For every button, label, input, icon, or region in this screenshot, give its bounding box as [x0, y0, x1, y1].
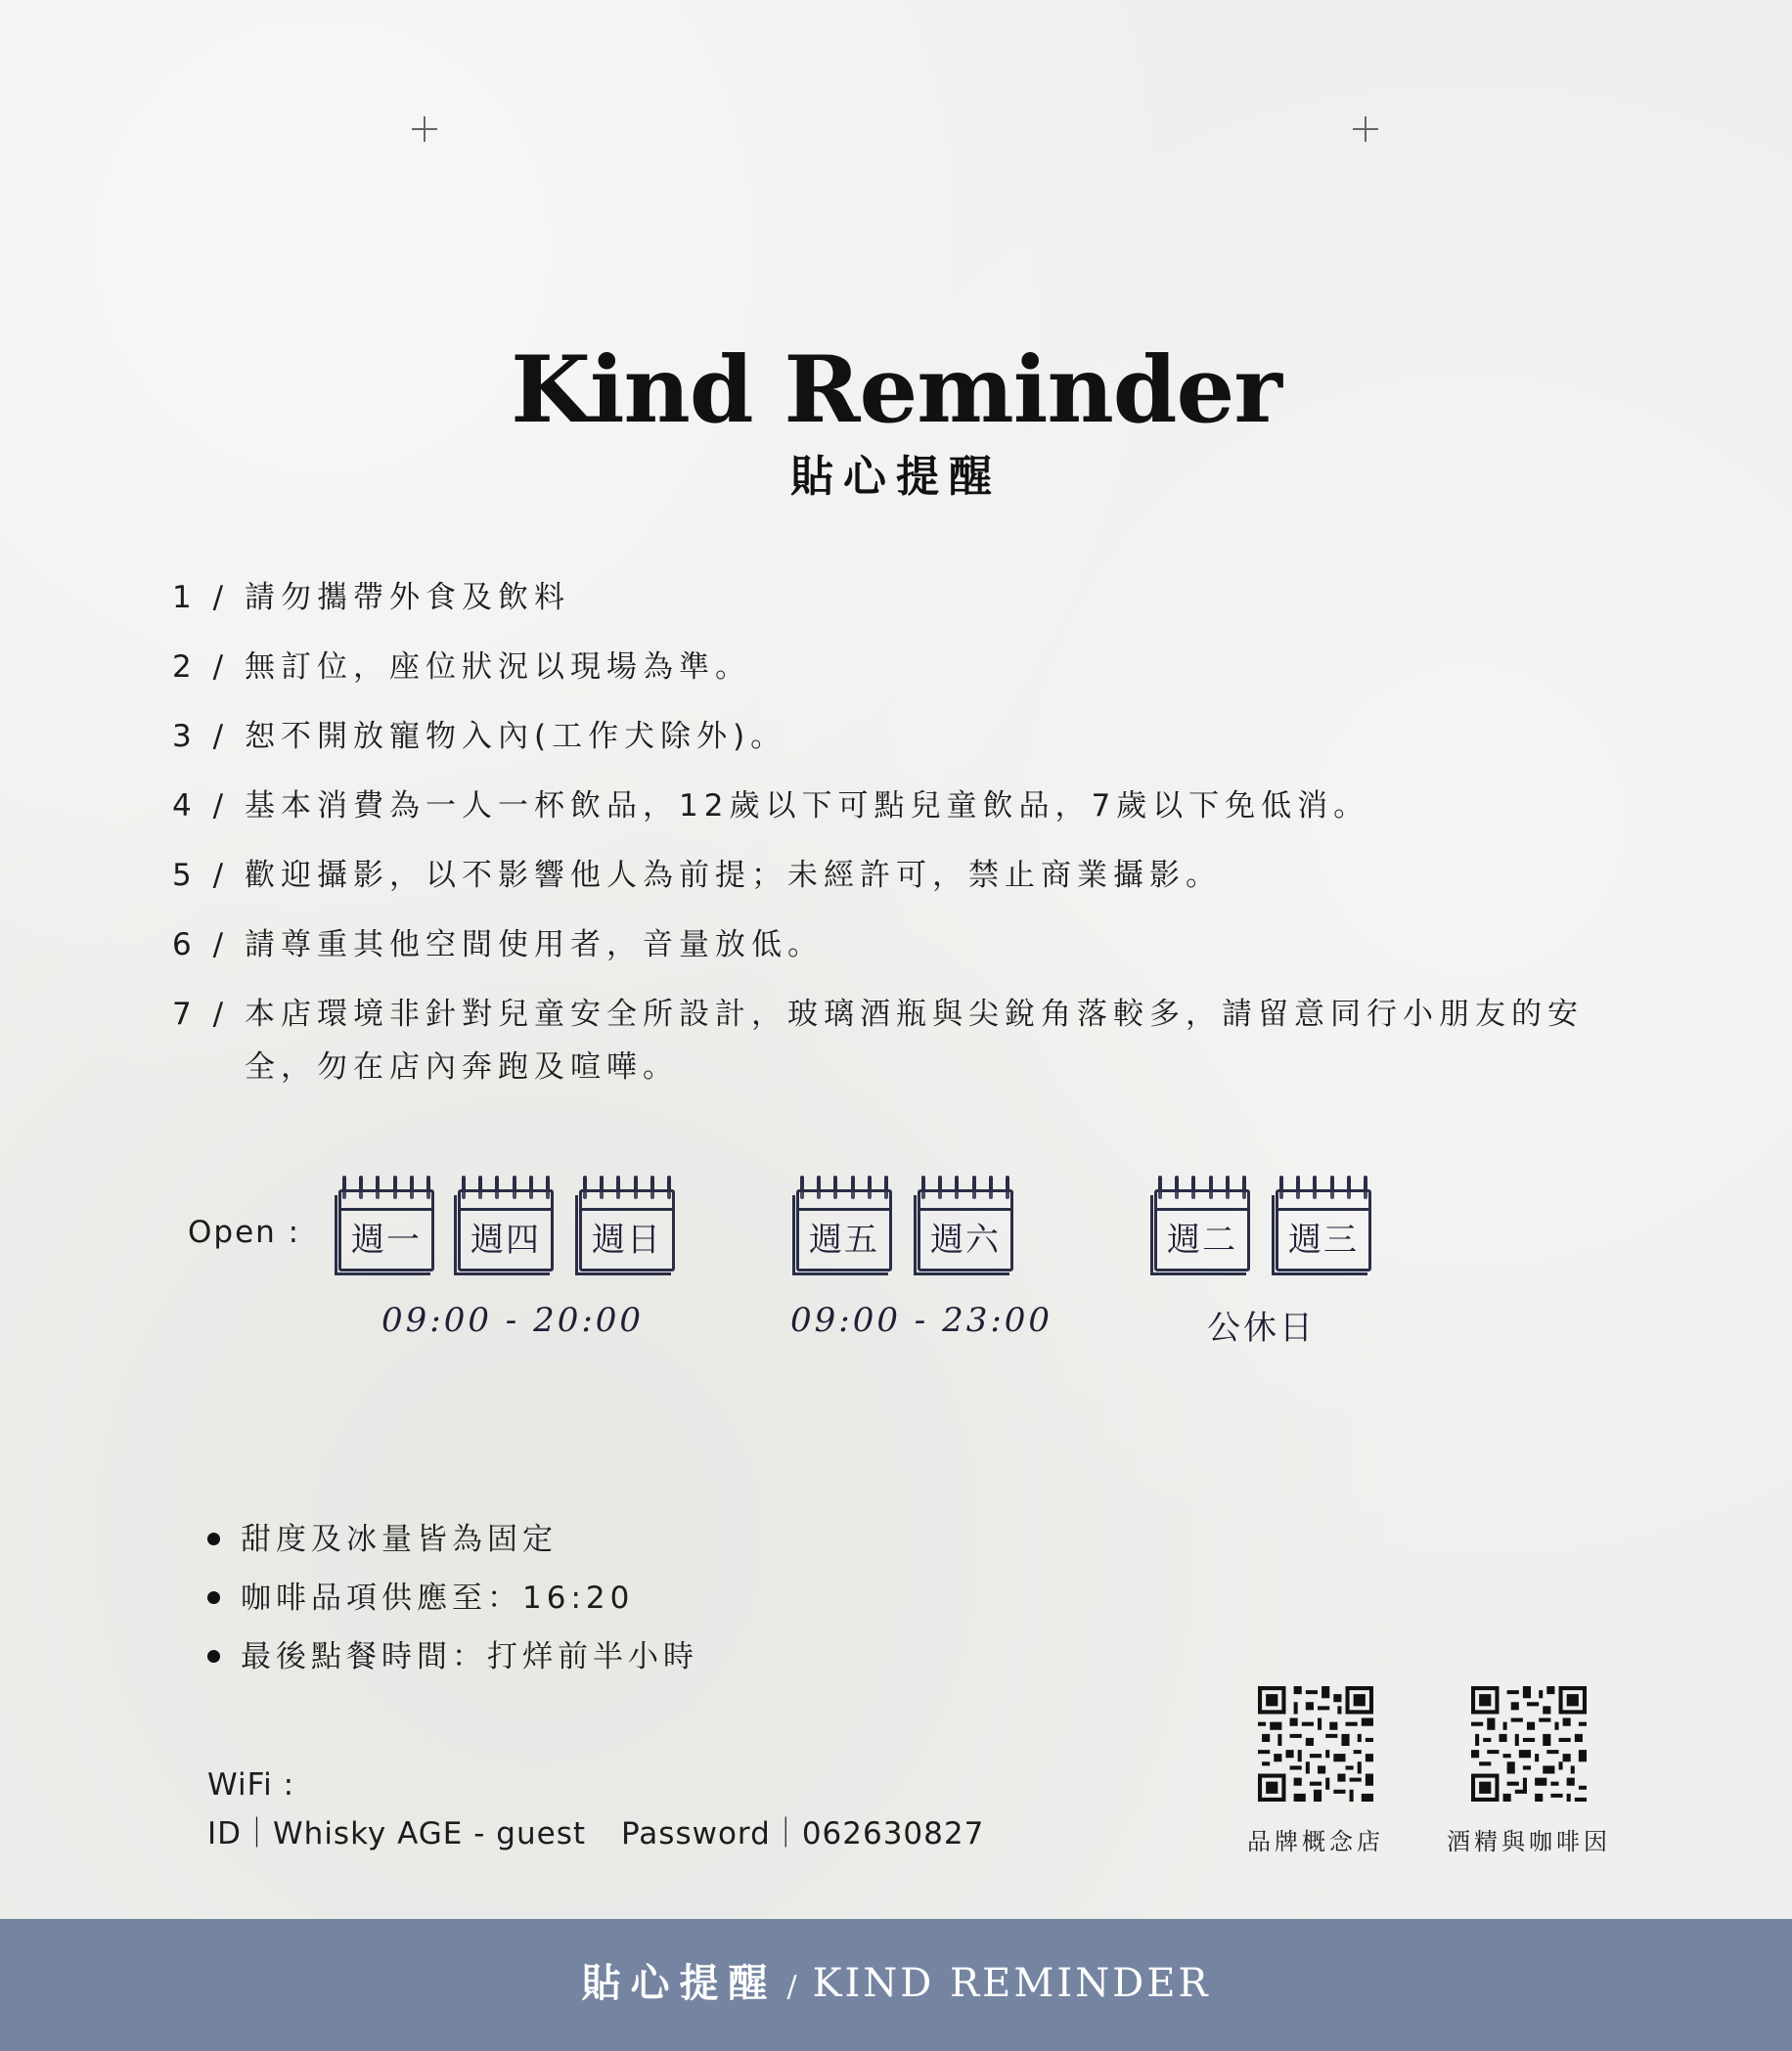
- rule-item: [172, 710, 1639, 763]
- rule-number: 5 /: [172, 858, 230, 893]
- calendar-thursday-icon: [454, 1176, 558, 1275]
- rule-text: 請勿攜帶外食及飲料: [245, 580, 570, 615]
- note-item: [203, 1635, 698, 1678]
- calendar-sunday-icon: [575, 1176, 679, 1275]
- calendar-day-label: 週六: [930, 1221, 1001, 1260]
- calendar-day-label: 週三: [1288, 1221, 1359, 1260]
- calendar-saturday-icon: [914, 1176, 1017, 1275]
- rule-text: 無訂位，座位狀況以現場為準。: [245, 649, 751, 685]
- wifi-id-label: ID｜: [207, 1816, 274, 1851]
- hours-closed: 公休日: [1207, 1309, 1316, 1348]
- rule-number: 7 /: [172, 997, 230, 1032]
- footer-title-en: KIND REMINDER: [812, 1961, 1211, 2006]
- note-text: 最後點餐時間：打烊前半小時: [241, 1639, 698, 1674]
- rule-item: [172, 780, 1639, 832]
- rule-number: 2 /: [172, 649, 230, 685]
- wifi-password-value[interactable]: 062630827: [801, 1816, 985, 1851]
- rule-text: 基本消費為一人一杯飲品，12歲以下可點兒童飲品，7歲以下免低消。: [245, 788, 1370, 824]
- bullet-icon: [207, 1533, 220, 1545]
- notes-list: [203, 1518, 698, 1694]
- rules-list: [172, 571, 1639, 1110]
- rule-text: 歡迎攝影，以不影響他人為前提；未經許可，禁止商業攝影。: [245, 858, 1222, 893]
- rule-text: 恕不開放寵物入內(工作犬除外)。: [245, 719, 787, 754]
- footer-separator: /: [786, 1970, 797, 2004]
- wifi-password-label: Password｜: [621, 1816, 802, 1851]
- calendar-monday-icon: [335, 1176, 438, 1275]
- wifi-credentials: [207, 1809, 984, 1858]
- wifi-info: [207, 1761, 984, 1858]
- footer-band: [0, 1919, 1792, 2051]
- rule-item: [172, 641, 1639, 693]
- calendar-day-label: 週日: [592, 1221, 662, 1260]
- note-text: 甜度及冰量皆為固定: [241, 1522, 558, 1557]
- qr-code-icon[interactable]: [1258, 1686, 1373, 1802]
- rule-item: [172, 571, 1639, 624]
- decorative-cross-right: [1353, 116, 1378, 142]
- page-title: Kind Reminder: [511, 336, 1281, 444]
- bullet-icon: [207, 1650, 220, 1663]
- wifi-id-value[interactable]: Whisky AGE - guest: [273, 1816, 586, 1851]
- calendar-day-label: 週一: [351, 1221, 422, 1260]
- rule-number: 1 /: [172, 580, 230, 615]
- rule-number: 4 /: [172, 788, 230, 824]
- calendar-day-label: 週四: [470, 1221, 541, 1260]
- rule-text: 請尊重其他空間使用者，音量放低。: [245, 927, 824, 962]
- wifi-label: WiFi :: [207, 1767, 295, 1803]
- hours-weekday: 09:00 - 20:00: [381, 1301, 645, 1340]
- bullet-icon: [207, 1591, 220, 1604]
- qr-label-brand-store: 品牌概念店: [1247, 1828, 1384, 1855]
- rule-item: [172, 988, 1639, 1093]
- note-item: [203, 1577, 698, 1620]
- note-text: 咖啡品項供應至：16:20: [241, 1581, 635, 1616]
- open-hours-label: Open :: [188, 1215, 301, 1250]
- note-item: [203, 1518, 698, 1561]
- qr-code-icon[interactable]: [1471, 1686, 1587, 1802]
- calendar-wednesday-icon: [1272, 1176, 1375, 1275]
- rule-item: [172, 849, 1639, 902]
- rule-item: [172, 918, 1639, 971]
- decorative-cross-left: [412, 116, 437, 142]
- calendar-day-label: 週二: [1167, 1221, 1237, 1260]
- hours-weekend: 09:00 - 23:00: [790, 1301, 1053, 1340]
- rule-number: 3 /: [172, 719, 230, 754]
- rule-text: 本店環境非針對兒童安全所設計，玻璃酒瓶與尖銳角落較多，請留意同行小朋友的安全，勿在店內奔跑及喧嘩。: [245, 997, 1584, 1085]
- page-subtitle: 貼心提醒: [790, 452, 1002, 502]
- calendar-tuesday-icon: [1150, 1176, 1254, 1275]
- calendar-day-label: 週五: [809, 1221, 879, 1260]
- rule-number: 6 /: [172, 927, 230, 962]
- footer-title-zh: 貼心提醒: [581, 1960, 778, 2006]
- calendar-friday-icon: [792, 1176, 896, 1275]
- qr-label-alcohol-caffeine: 酒精與咖啡因: [1447, 1828, 1611, 1855]
- footer-title: [0, 1960, 1792, 2006]
